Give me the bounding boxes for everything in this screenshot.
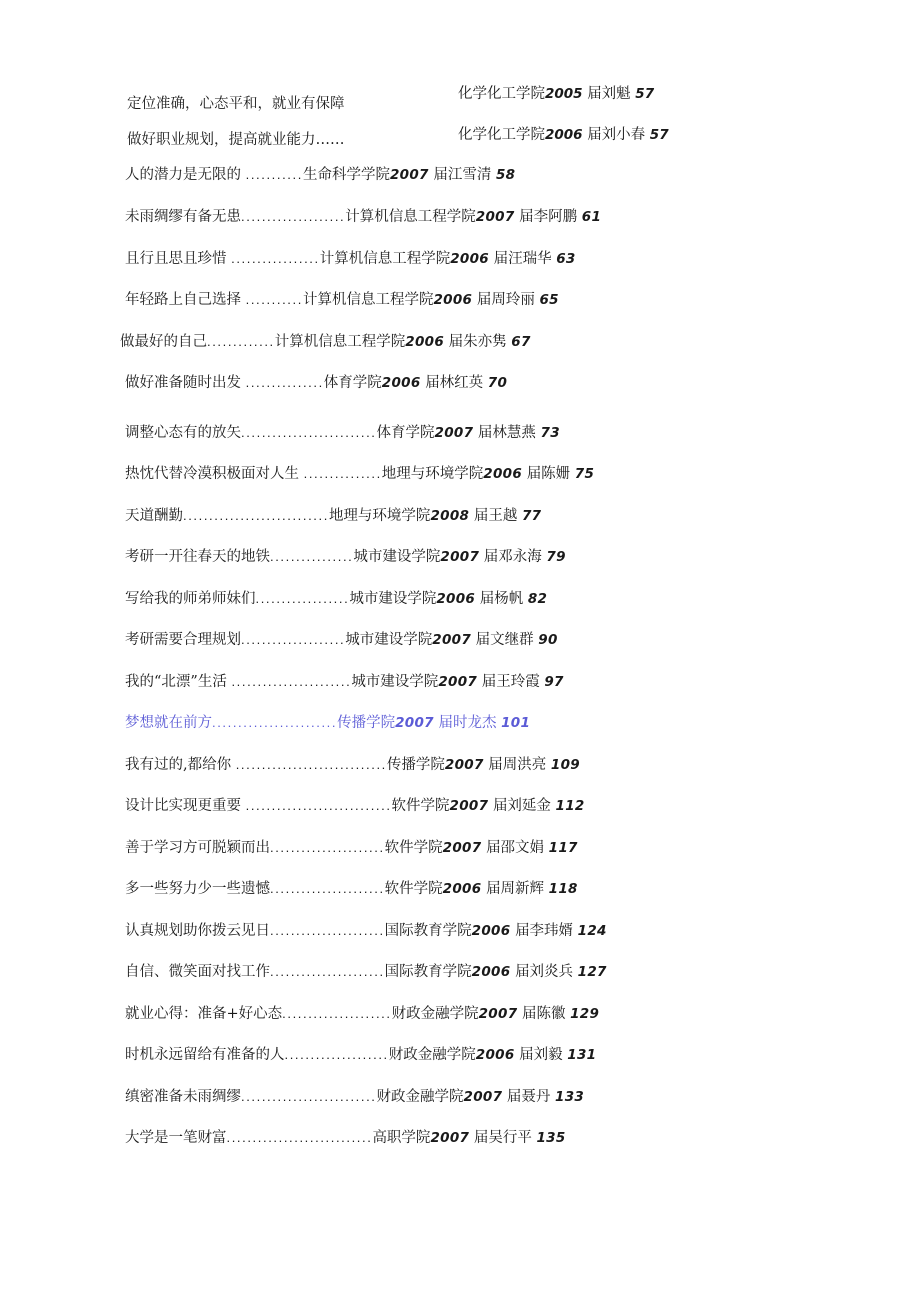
entry-title: 考研需要合理规划: [125, 632, 241, 648]
entry-college: 化学化工学院: [458, 127, 545, 143]
entry-author: 届李阿鹏: [519, 209, 578, 225]
entry-college: 软件学院: [391, 798, 450, 814]
entry-page: 73: [540, 425, 560, 441]
entry-college: 体育学院: [323, 375, 382, 391]
entry-college: 财政金融学院: [391, 1006, 479, 1022]
toc-entry: [125, 755, 580, 775]
entry-leader-dots: ...............: [303, 466, 382, 481]
entry-title: 天道酬勤: [125, 508, 183, 524]
entry-year: 2006: [433, 292, 473, 308]
entry-year: 2007: [478, 1006, 518, 1022]
entry-page: 129: [570, 1006, 600, 1022]
entry-year: 2006: [450, 251, 489, 267]
entry-title: 多一些努力少一些遗憾: [125, 881, 270, 897]
entry-title: 人的潜力是无限的: [125, 167, 246, 183]
entry-page: 70: [487, 375, 508, 391]
entry-title: 我有过的,都给你: [125, 757, 236, 773]
entry-title: 就业心得：准备+好心态: [125, 1006, 283, 1022]
entry-title: 时机永远留给有准备的人: [125, 1047, 285, 1063]
entry-author: 届陈姗: [526, 466, 571, 482]
entry-year: 2006: [442, 881, 482, 897]
entry-college: 计算机信息工程学院: [274, 334, 406, 350]
entry-year: 2006: [436, 591, 476, 607]
entry-page: 57: [649, 127, 669, 143]
entry-page: 77: [521, 508, 542, 524]
entry-leader-dots: ......................: [270, 964, 385, 979]
entry-author: 届吴行平: [473, 1130, 532, 1146]
entry-leader-dots: .............................: [235, 757, 387, 772]
entry-page: 75: [574, 466, 595, 482]
entry-author: 届林慧燕: [477, 425, 536, 441]
toc-entry: [125, 165, 515, 185]
toc-entry: [125, 506, 541, 526]
entry-year: 2006: [483, 466, 523, 482]
toc-entry: [125, 879, 578, 899]
entry-author: 届聂丹: [506, 1089, 551, 1105]
entry-title: 定位准确，心态平和，就业有保障: [127, 96, 345, 112]
entry-college: 城市建设学院: [345, 632, 433, 648]
entry-page[interactable]: 101: [501, 715, 531, 731]
entry-year: 2007: [432, 632, 472, 648]
entry-year: 2008: [430, 508, 470, 524]
toc-entry: [125, 207, 601, 227]
entry-info-top-1: [458, 84, 654, 104]
entry-title: 且行且思且珍惜: [125, 251, 232, 267]
entry-author: 届刘延金: [492, 798, 551, 814]
toc-entry: [125, 464, 594, 484]
toc-entry: [125, 290, 559, 310]
entry-page: 124: [577, 923, 607, 939]
entry-college: 城市建设学院: [351, 674, 439, 690]
entry-author: 届王玲霞: [481, 674, 540, 690]
entry-author: 届江雪清: [433, 167, 492, 183]
entry-author: 届汪瑞华: [493, 251, 552, 267]
entry-title: 善于学习方可脱颖而出: [125, 840, 270, 856]
entry-author: 届邓永海: [483, 549, 542, 565]
entry-author: 届陈徽: [522, 1006, 566, 1022]
entry-year[interactable]: 2007: [395, 715, 434, 731]
entry-college: 财政金融学院: [388, 1047, 476, 1063]
entry-year: 2007: [440, 549, 480, 565]
entry-college: 计算机信息工程学院: [319, 251, 451, 267]
toc-entry: [125, 672, 564, 692]
entry-title[interactable]: 梦想就在前方: [125, 715, 212, 731]
toc-entry: [125, 962, 607, 982]
entry-year: 2006: [545, 127, 583, 143]
entry-title: 未雨绸缪有备无患: [125, 209, 241, 225]
entry-author: 届文继群: [475, 632, 534, 648]
entry-year: 2007: [442, 840, 482, 856]
entry-author: 届林红英: [425, 375, 484, 391]
entry-author: 届刘魁: [587, 86, 631, 102]
entry-author: 届刘毅: [519, 1047, 563, 1063]
entry-year: 2007: [430, 1130, 470, 1146]
entry-leader-dots: .................: [231, 251, 320, 266]
toc-entry: [125, 1045, 596, 1065]
entry-year: 2007: [463, 1089, 503, 1105]
entry-page: 133: [555, 1089, 585, 1105]
toc-entry: [125, 1087, 584, 1107]
entry-college[interactable]: 传播学院: [337, 715, 396, 731]
entry-year: 2006: [471, 923, 511, 939]
entry-leader-dots: ..........................: [241, 425, 377, 440]
entry-leader-dots: ...........: [245, 167, 303, 182]
entry-author: 届刘小春: [587, 127, 646, 143]
entry-author: 届李玮婿: [515, 923, 574, 939]
entry-page: 79: [546, 549, 566, 565]
entry-college: 国际教育学院: [384, 964, 472, 980]
toc-entry: [125, 547, 566, 567]
entry-college: 生命科学学院: [302, 167, 390, 183]
entry-year: 2006: [405, 334, 445, 350]
entry-title: 调整心态有的放矢: [125, 425, 241, 441]
entry-college: 地理与环境学院: [328, 508, 431, 524]
toc-entry: [125, 1004, 599, 1024]
entry-leader-dots: ....................: [284, 1047, 389, 1062]
entry-author: 届周玲丽: [476, 292, 535, 308]
toc-entry: [125, 838, 578, 858]
entry-author[interactable]: 届时龙杰: [438, 715, 497, 731]
toc-entry-link[interactable]: [125, 713, 530, 733]
entry-leader-dots: ..........................: [241, 1089, 377, 1104]
entry-author: 届王越: [473, 508, 518, 524]
entry-leader-dots: ....................: [241, 209, 346, 224]
toc-entry-top-2: [127, 130, 345, 150]
entry-author: 届朱亦隽: [448, 334, 507, 350]
entry-college: 体育学院: [376, 425, 435, 441]
entry-title: 考研一开往春天的地铁: [125, 549, 270, 565]
entry-page: 57: [635, 86, 655, 102]
entry-leader-dots: ............................: [183, 508, 329, 523]
entry-page: 127: [577, 964, 607, 980]
entry-title: 做好职业规划，提高就业能力……: [127, 132, 345, 148]
entry-college: 化学化工学院: [458, 86, 545, 102]
entry-leader-dots: ....................: [241, 632, 346, 647]
entry-title: 热忱代替冷漠积极面对人生: [125, 466, 304, 482]
entry-author: 届周洪亮: [488, 757, 547, 773]
entry-college: 国际教育学院: [384, 923, 472, 939]
toc-entry: [125, 630, 558, 650]
entry-page: 118: [548, 881, 578, 897]
entry-page: 109: [550, 757, 580, 773]
entry-page: 58: [495, 167, 516, 183]
entry-page: 135: [536, 1130, 566, 1146]
toc-entry-top-1: [127, 94, 345, 114]
entry-college: 城市建设学院: [349, 591, 437, 607]
entry-page: 63: [556, 251, 576, 267]
entry-year: 2007: [449, 798, 489, 814]
entry-leader-dots: .............: [207, 334, 275, 349]
entry-page: 61: [581, 209, 602, 225]
entry-year: 2007: [444, 757, 484, 773]
entry-author: 届刘炎兵: [515, 964, 574, 980]
entry-page: 90: [538, 632, 558, 648]
entry-year: 2006: [381, 375, 421, 391]
entry-college: 地理与环境学院: [381, 466, 484, 482]
entry-year: 2006: [471, 964, 511, 980]
entry-leader-dots: .....................: [282, 1006, 392, 1021]
entry-title: 认真规划助你拨云见日: [125, 923, 270, 939]
toc-entry: [120, 332, 531, 352]
entry-year: 2007: [438, 674, 478, 690]
toc-entry: [125, 373, 507, 393]
entry-leader-dots: ............................: [226, 1130, 373, 1145]
entry-page: 65: [539, 292, 559, 308]
entry-year: 2005: [545, 86, 583, 102]
entry-title: 大学是一笔财富: [125, 1130, 227, 1146]
entry-year: 2007: [475, 209, 515, 225]
entry-leader-dots: ............................: [245, 798, 392, 813]
entry-leader-dots: ......................: [270, 881, 385, 896]
entry-year: 2006: [475, 1047, 515, 1063]
entry-college: 计算机信息工程学院: [302, 292, 434, 308]
toc-entry: [125, 249, 576, 269]
entry-page: 117: [548, 840, 578, 856]
entry-title: 做好准备随时出发: [125, 375, 246, 391]
entry-page: 67: [511, 334, 531, 350]
entry-title: 我的“北漂”生活: [125, 674, 232, 690]
entry-author: 届周新辉: [486, 881, 545, 897]
toc-entry: [125, 921, 607, 941]
entry-info-top-2: [458, 125, 669, 145]
toc-entry: [125, 589, 547, 609]
entry-leader-dots: ................: [270, 549, 354, 564]
entry-college: 软件学院: [384, 881, 443, 897]
entry-author: 届杨帆: [479, 591, 524, 607]
toc-entry: [125, 423, 560, 443]
entry-title: 做最好的自己: [120, 334, 207, 350]
entry-page: 112: [555, 798, 585, 814]
entry-author: 届邵文娟: [486, 840, 545, 856]
entry-year: 2007: [389, 167, 429, 183]
entry-title: 写给我的师弟师妹们: [125, 591, 256, 607]
entry-leader-dots: ......................: [270, 840, 385, 855]
entry-year: 2007: [434, 425, 474, 441]
entry-college: 计算机信息工程学院: [345, 209, 476, 225]
entry-leader-dots: ........................: [212, 715, 338, 730]
entry-college: 软件学院: [384, 840, 443, 856]
entry-college: 财政金融学院: [376, 1089, 464, 1105]
entry-leader-dots: ..................: [255, 591, 350, 606]
entry-college: 城市建设学院: [353, 549, 441, 565]
entry-page: 97: [544, 674, 564, 690]
entry-title: 设计比实现更重要: [125, 798, 246, 814]
entry-college: 高职学院: [372, 1130, 431, 1146]
entry-title: 自信、微笑面对找工作: [125, 964, 270, 980]
entry-title: 年轻路上自己选择: [125, 292, 246, 308]
toc-entry: [125, 796, 585, 816]
entry-leader-dots: ...........: [245, 292, 303, 307]
entry-page: 82: [527, 591, 548, 607]
entry-leader-dots: ......................: [270, 923, 385, 938]
entry-leader-dots: ...............: [245, 375, 324, 390]
toc-entry: [125, 1128, 566, 1148]
entry-page: 131: [567, 1047, 597, 1063]
entry-leader-dots: .......................: [231, 674, 352, 689]
entry-title: 缜密准备未雨绸缪: [125, 1089, 241, 1105]
entry-college: 传播学院: [386, 757, 445, 773]
